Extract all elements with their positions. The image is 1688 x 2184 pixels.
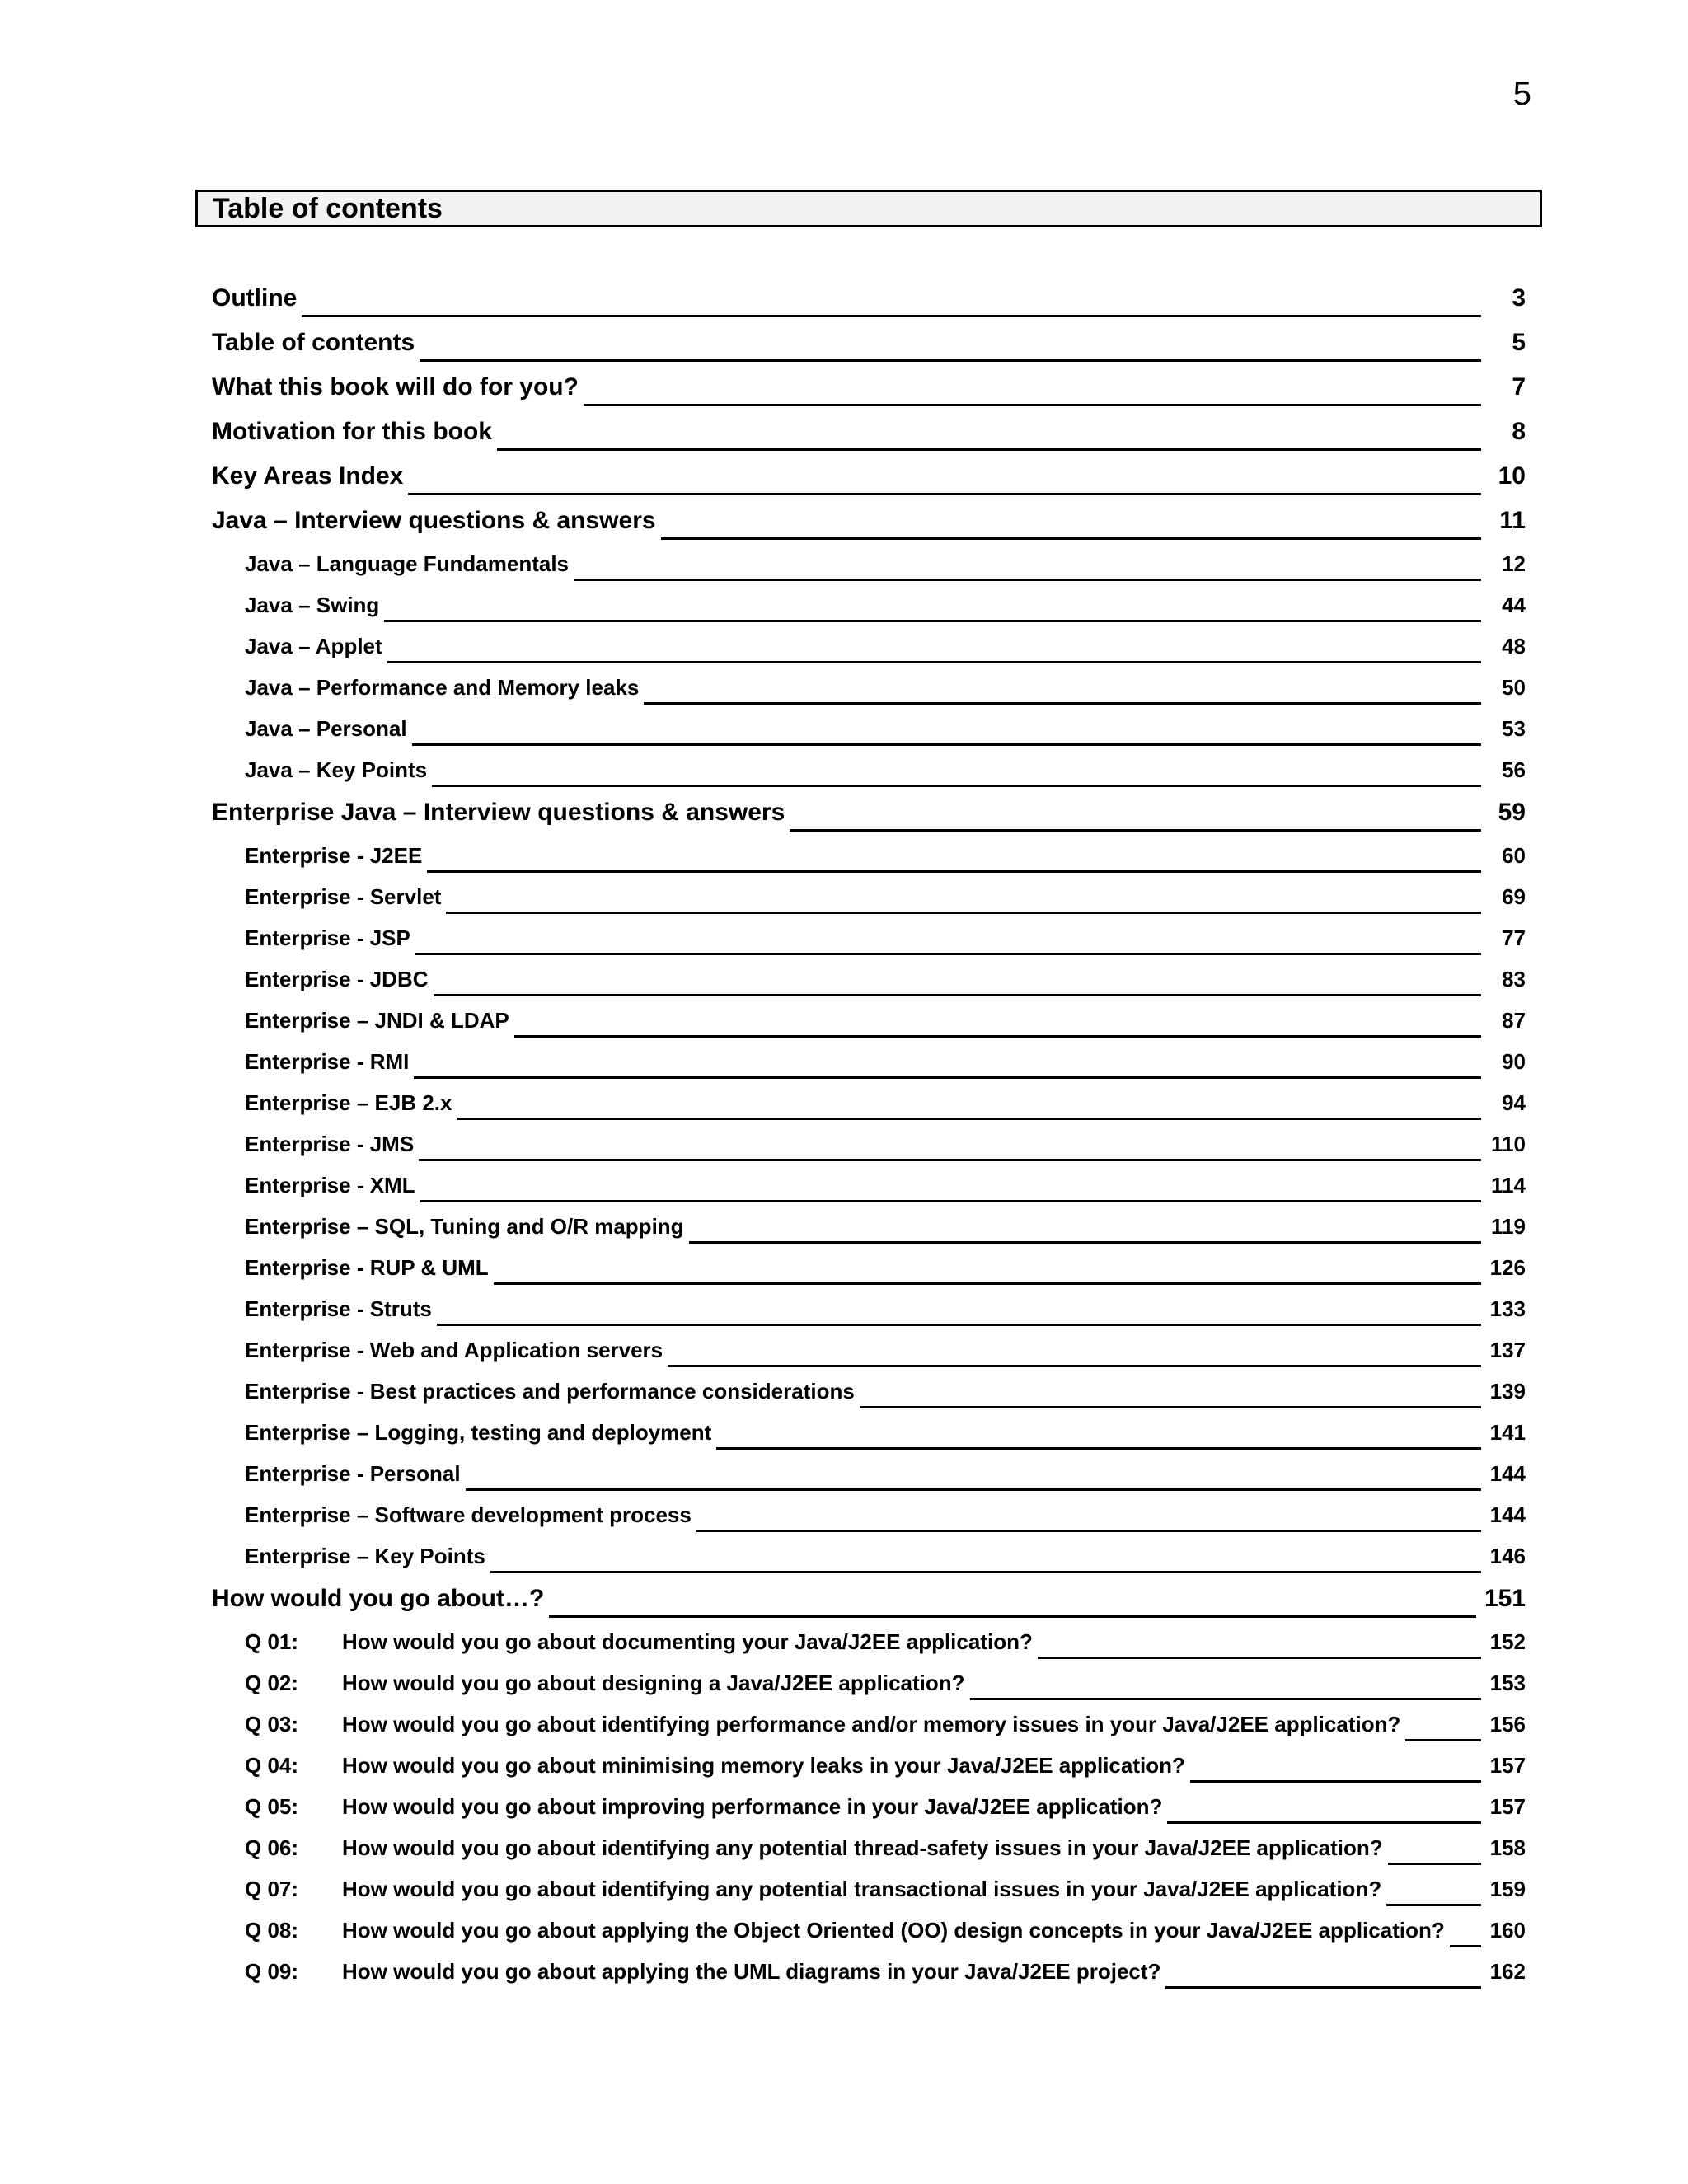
toc-entry[interactable]: [212, 757, 1526, 799]
toc-entry-question-number: Q 03:: [245, 1712, 299, 1736]
toc-entry-page-number: 60: [1502, 843, 1526, 868]
toc-entry[interactable]: [212, 1420, 1526, 1461]
toc-entry-page-number: 152: [1489, 1629, 1526, 1654]
toc-entry-leader-line: [446, 912, 1481, 914]
toc-entry[interactable]: [212, 507, 1526, 551]
toc-entry-page-number: 114: [1491, 1173, 1526, 1197]
toc-entry-page-number: 157: [1489, 1753, 1526, 1778]
toc-entry-page-number: 12: [1502, 551, 1526, 576]
toc-entry-leader-line: [387, 661, 1481, 663]
toc-entry-leader-line: [432, 785, 1481, 787]
toc-entry-title: How would you go about identifying performance and/or memory issues in your Java/J2EE application?: [342, 1712, 1401, 1736]
toc-entry-page-number: 90: [1502, 1049, 1526, 1074]
toc-entry-page-number: 157: [1489, 1794, 1526, 1819]
toc-entry-page-number: 156: [1489, 1712, 1526, 1736]
toc-entry-title: How would you go about applying the UML diagrams in your Java/J2EE project?: [342, 1959, 1161, 1984]
toc-entry-title: Enterprise - XML: [245, 1173, 415, 1197]
toc-entry-leader-line: [427, 870, 1481, 873]
toc-entry[interactable]: [212, 1461, 1526, 1502]
toc-entry-question-number: Q 07:: [245, 1877, 299, 1901]
toc-entry-title: How would you go about applying the Object Oriented (OO) design concepts in your Java/J2EE application?: [342, 1918, 1445, 1943]
toc-entry-page-number: 158: [1489, 1835, 1526, 1860]
toc-entry[interactable]: [212, 1090, 1526, 1132]
toc-entry-page-number: 69: [1502, 884, 1526, 909]
toc-entry[interactable]: [212, 1173, 1526, 1214]
toc-entry[interactable]: [212, 462, 1526, 507]
toc-entry-title: Enterprise - JMS: [245, 1132, 415, 1156]
toc-entry-question-number: Q 08:: [245, 1918, 299, 1943]
toc-entry-title: Enterprise Java – Interview questions & answers: [212, 799, 785, 826]
toc-entry[interactable]: [212, 373, 1526, 418]
toc-entry[interactable]: [212, 634, 1526, 675]
toc-entry-leader-line: [408, 493, 1481, 495]
toc-entry-title: How would you go about improving performance in your Java/J2EE application?: [342, 1794, 1163, 1819]
toc-entry-page-number: 83: [1502, 967, 1526, 991]
toc-entry-page-number: 5: [1512, 329, 1526, 356]
toc-entry-page-number: 44: [1502, 593, 1526, 617]
toc-entry[interactable]: [212, 1502, 1526, 1544]
toc-entry-leader-line: [1038, 1657, 1481, 1659]
toc-entry-title: Java – Personal: [245, 716, 407, 741]
toc-entry-leader-line: [420, 1200, 1481, 1202]
toc-entry-leader-line: [1450, 1945, 1481, 1947]
toc-entry-question-number: Q 01:: [245, 1629, 299, 1654]
toc-entry-leader-line: [434, 994, 1482, 996]
toc-entry-leader-line: [860, 1406, 1481, 1408]
toc-entry[interactable]: [212, 1835, 1526, 1877]
toc-entry-title: Java – Language Fundamentals: [245, 551, 570, 576]
toc-entry[interactable]: [212, 843, 1526, 884]
toc-entry-question-number: Q 04:: [245, 1753, 299, 1778]
toc-entry-page-number: 159: [1489, 1877, 1526, 1901]
toc-heading-box: [195, 190, 1542, 227]
toc-entry-leader-line: [1388, 1863, 1481, 1865]
toc-entry[interactable]: [212, 1629, 1526, 1671]
toc-entry-title: Enterprise - RMI: [245, 1049, 410, 1074]
toc-entry-question-number: Q 02:: [245, 1671, 299, 1695]
toc-entry[interactable]: [212, 884, 1526, 926]
toc-entry-page-number: 10: [1498, 462, 1526, 490]
toc-entry-page-number: 141: [1489, 1420, 1526, 1445]
toc-entry-leader-line: [1165, 1986, 1481, 1989]
toc-entry-title: Key Areas Index: [212, 462, 404, 490]
toc-entry-leader-line: [419, 1159, 1481, 1161]
toc-entry[interactable]: [212, 418, 1526, 462]
toc-entry-page-number: 162: [1489, 1959, 1526, 1984]
toc-entry[interactable]: [212, 926, 1526, 967]
toc-entry[interactable]: [212, 675, 1526, 716]
toc-entry-leader-line: [302, 315, 1481, 317]
toc-entry[interactable]: [212, 1671, 1526, 1712]
toc-entry-leader-line: [790, 829, 1481, 832]
toc-entry[interactable]: [212, 1338, 1526, 1379]
toc-entry-title: Enterprise - RUP & UML: [245, 1255, 489, 1280]
toc-entry-page-number: 94: [1502, 1090, 1526, 1115]
toc-entry-page-number: 160: [1489, 1918, 1526, 1943]
toc-entry[interactable]: [212, 1379, 1526, 1420]
toc-entry-title: Enterprise - Struts: [245, 1296, 432, 1321]
toc-entry[interactable]: [212, 1877, 1526, 1918]
toc-entry-page-number: 48: [1502, 634, 1526, 658]
toc-entry-title: How would you go about documenting your Java/J2EE application?: [342, 1629, 1033, 1654]
toc-entry-title: Java – Swing: [245, 593, 380, 617]
toc-entry-page-number: 59: [1498, 799, 1526, 826]
toc-entry-question-number: Q 06:: [245, 1835, 299, 1860]
toc-entry-question-number: Q 05:: [245, 1794, 299, 1819]
toc-entry-title: Enterprise - J2EE: [245, 843, 423, 868]
toc-entry-title: Enterprise - JSP: [245, 926, 410, 950]
toc-entry-title: Outline: [212, 284, 298, 312]
toc-entry-leader-line: [1386, 1904, 1481, 1906]
toc-entry[interactable]: [212, 1008, 1526, 1049]
toc-entry-leader-line: [490, 1571, 1481, 1573]
toc-entry-title: How would you go about…?: [212, 1585, 545, 1612]
toc-entry-leader-line: [457, 1118, 1481, 1120]
toc-entry-title: Enterprise – SQL, Tuning and O/R mapping: [245, 1214, 684, 1239]
toc-entry-title: Java – Performance and Memory leaks: [245, 675, 640, 700]
toc-entry[interactable]: [212, 1049, 1526, 1090]
toc-entry-page-number: 11: [1499, 507, 1526, 534]
toc-entry-leader-line: [384, 620, 1481, 622]
toc-entry-page-number: 126: [1489, 1255, 1526, 1280]
toc-entry-title: Enterprise - Web and Application servers: [245, 1338, 663, 1362]
toc-entry-title: Java – Interview questions & answers: [212, 507, 656, 534]
toc-entry[interactable]: [212, 1214, 1526, 1255]
toc-entry[interactable]: [212, 1132, 1526, 1173]
toc-entry-title: How would you go about minimising memory leaks in your Java/J2EE application?: [342, 1753, 1185, 1778]
toc-entry-page-number: 119: [1491, 1214, 1526, 1239]
toc-entry[interactable]: [212, 1296, 1526, 1338]
toc-entry[interactable]: [212, 1753, 1526, 1794]
toc-entry-page-number: 144: [1489, 1502, 1526, 1527]
toc-entry-page-number: 53: [1502, 716, 1526, 741]
toc-entry-page-number: 153: [1489, 1671, 1526, 1695]
toc-entry-leader-line: [412, 743, 1481, 746]
toc-entry[interactable]: [212, 329, 1526, 373]
toc-entry-leader-line: [437, 1324, 1481, 1326]
toc-entry-page-number: 50: [1502, 675, 1526, 700]
toc-entry-leader-line: [644, 702, 1481, 705]
toc-entry[interactable]: [212, 1712, 1526, 1753]
toc-entry-page-number: 144: [1489, 1461, 1526, 1486]
toc-entry-leader-line: [1167, 1821, 1481, 1824]
toc-heading: Table of contents: [213, 192, 443, 224]
toc-entry-page-number: 77: [1502, 926, 1526, 950]
toc-entry[interactable]: [212, 593, 1526, 634]
toc-entry-page-number: 139: [1489, 1379, 1526, 1404]
toc-list: [212, 284, 1526, 2000]
toc-entry[interactable]: [212, 1959, 1526, 2000]
toc-entry[interactable]: [212, 967, 1526, 1008]
toc-entry-page-number: 146: [1489, 1544, 1526, 1568]
toc-entry-title: Enterprise – Logging, testing and deployment: [245, 1420, 712, 1445]
toc-entry-leader-line: [414, 1076, 1481, 1079]
toc-entry-leader-line: [420, 359, 1481, 362]
toc-entry[interactable]: [212, 284, 1526, 329]
toc-entry-leader-line: [1405, 1739, 1481, 1741]
toc-entry-leader-line: [415, 953, 1481, 955]
toc-entry-title: Enterprise - Personal: [245, 1461, 461, 1486]
toc-entry-leader-line: [584, 404, 1481, 406]
toc-entry[interactable]: [212, 716, 1526, 757]
toc-entry-leader-line: [1190, 1780, 1481, 1783]
toc-entry-leader-line: [696, 1530, 1481, 1532]
toc-entry[interactable]: [212, 1585, 1526, 1629]
toc-entry-leader-line: [668, 1365, 1481, 1367]
toc-entry[interactable]: [212, 1918, 1526, 1959]
toc-entry[interactable]: [212, 551, 1526, 593]
toc-entry-title: Enterprise – Software development process: [245, 1502, 692, 1527]
toc-entry-leader-line: [661, 537, 1481, 540]
toc-entry[interactable]: [212, 1544, 1526, 1585]
toc-entry-title: How would you go about identifying any potential transactional issues in your Java/J2EE application?: [342, 1877, 1382, 1901]
toc-entry-title: Table of contents: [212, 329, 415, 356]
toc-entry-page-number: 7: [1512, 373, 1526, 401]
toc-entry-title: Java – Applet: [245, 634, 382, 658]
toc-entry-page-number: 56: [1502, 757, 1526, 782]
toc-entry-page-number: 110: [1491, 1132, 1526, 1156]
toc-entry[interactable]: [212, 799, 1526, 843]
toc-entry-page-number: 133: [1489, 1296, 1526, 1321]
toc-entry-leader-line: [689, 1241, 1481, 1244]
toc-entry-leader-line: [549, 1615, 1476, 1618]
toc-entry-title: Enterprise – Key Points: [245, 1544, 485, 1568]
toc-entry-title: Motivation for this book: [212, 418, 492, 445]
toc-entry-page-number: 151: [1484, 1585, 1526, 1612]
toc-entry-leader-line: [574, 579, 1481, 581]
toc-entry[interactable]: [212, 1794, 1526, 1835]
toc-entry-page-number: 8: [1512, 418, 1526, 445]
toc-entry-leader-line: [716, 1447, 1481, 1450]
toc-entry-title: How would you go about identifying any potential thread-safety issues in your Java/J2EE application?: [342, 1835, 1383, 1860]
toc-entry-title: Enterprise – EJB 2.x: [245, 1090, 452, 1115]
toc-entry[interactable]: [212, 1255, 1526, 1296]
toc-entry-title: How would you go about designing a Java/J2EE application?: [342, 1671, 965, 1695]
toc-entry-title: Enterprise - Servlet: [245, 884, 442, 909]
toc-entry-page-number: 3: [1512, 284, 1526, 312]
toc-entry-leader-line: [970, 1698, 1481, 1700]
toc-entry-leader-line: [494, 1282, 1481, 1285]
toc-entry-title: Enterprise - JDBC: [245, 967, 429, 991]
toc-entry-page-number: 87: [1502, 1008, 1526, 1033]
toc-entry-page-number: 137: [1489, 1338, 1526, 1362]
toc-entry-leader-line: [497, 448, 1481, 451]
toc-entry-title: What this book will do for you?: [212, 373, 579, 401]
toc-entry-title: Enterprise - Best practices and performance considerations: [245, 1379, 855, 1404]
page-number: 5: [1512, 76, 1531, 112]
toc-entry-question-number: Q 09:: [245, 1959, 299, 1984]
toc-entry-leader-line: [514, 1035, 1481, 1038]
toc-entry-title: Java – Key Points: [245, 757, 428, 782]
toc-entry-title: Enterprise – JNDI & LDAP: [245, 1008, 509, 1033]
toc-entry-leader-line: [466, 1488, 1481, 1491]
